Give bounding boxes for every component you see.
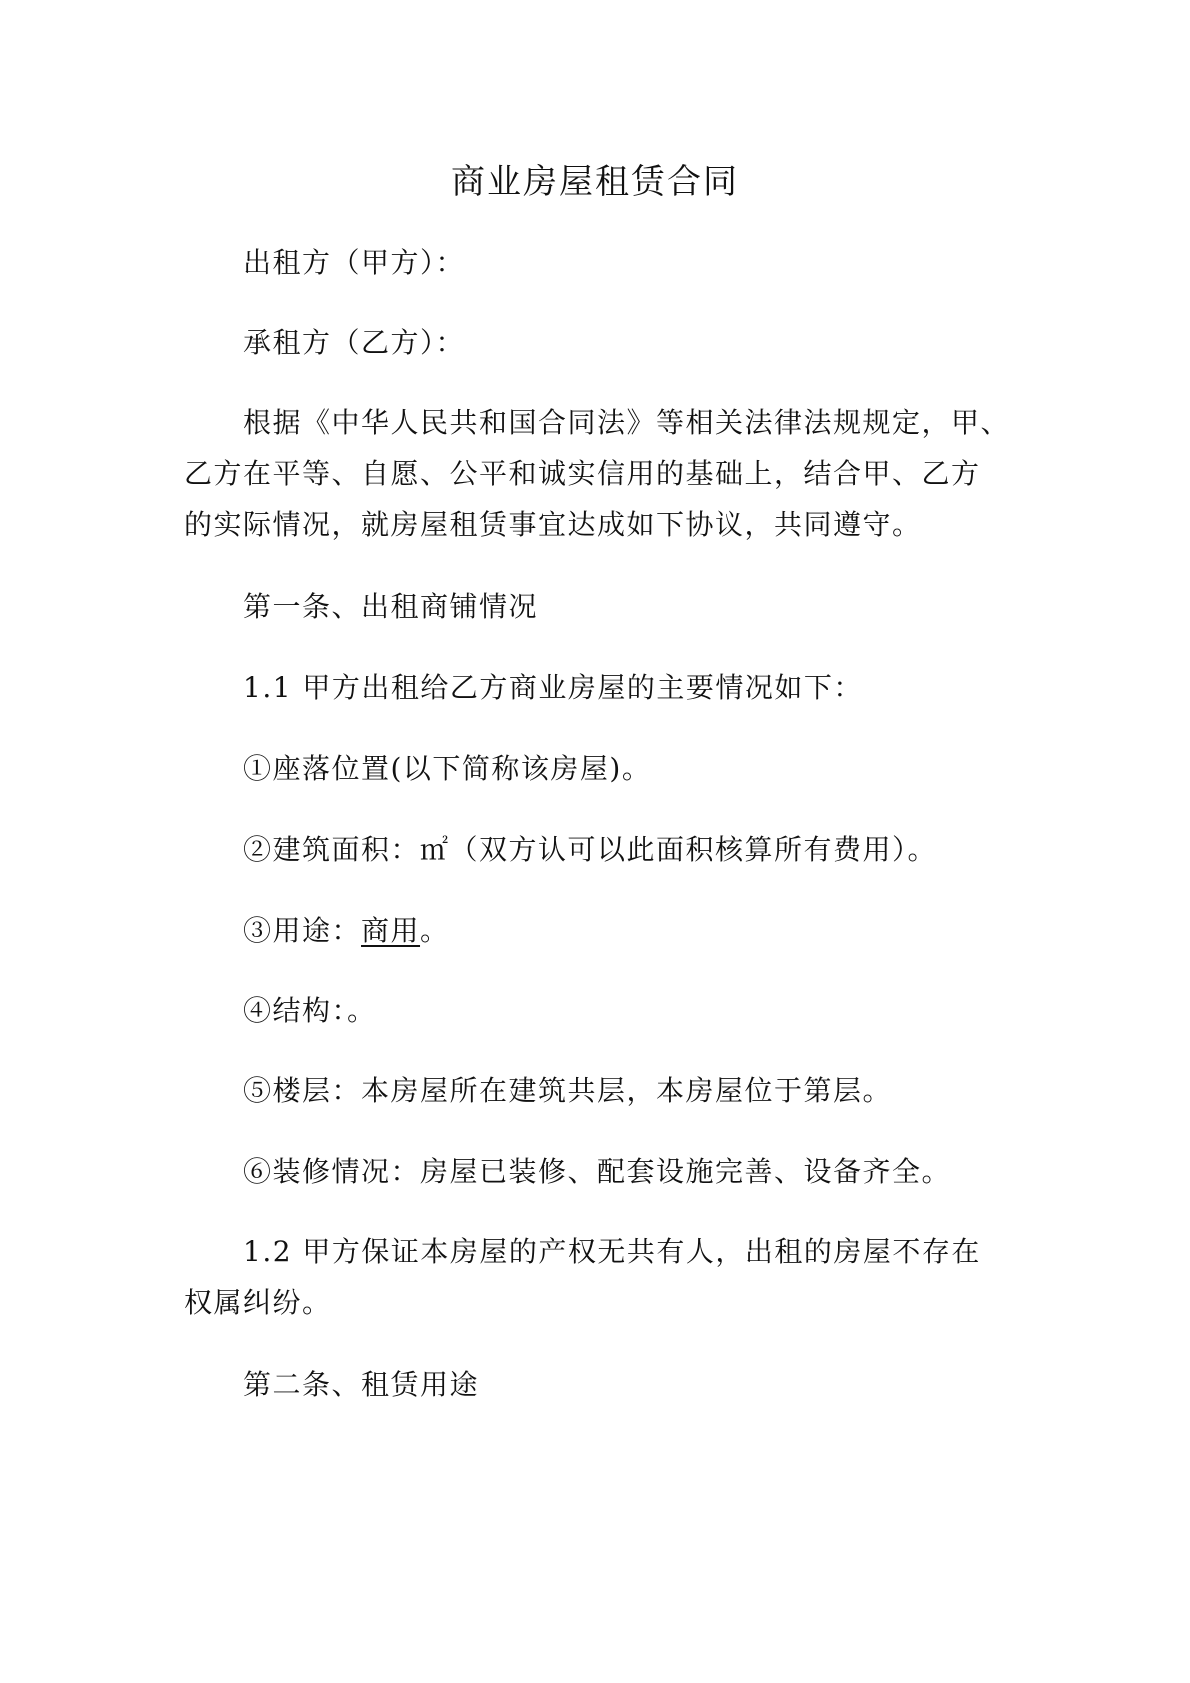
clause-1-2-line-1: 1.2 甲方保证本房屋的产权无共有人，出租的房屋不存在	[243, 1235, 981, 1268]
item-structure: ④结构：。	[243, 994, 377, 1027]
lessor-line: 出租方（甲方）：	[243, 246, 466, 279]
item-use-value: 商用	[361, 914, 421, 947]
item-use-label: ③用途：	[243, 914, 362, 947]
item-area: ②建筑面积：㎡（双方认可以此面积核算所有费用）。	[243, 833, 938, 866]
item-use-suffix: 。	[420, 914, 450, 947]
article-1-heading: 第一条、出租商铺情况	[243, 590, 539, 623]
clause-1-1: 1.1 甲方出租给乙方商业房屋的主要情况如下：	[243, 671, 863, 704]
item-location: ①座落位置(以下简称该房屋)。	[243, 752, 652, 785]
item-use	[243, 911, 450, 951]
lessee-line: 承租方（乙方）：	[243, 326, 466, 359]
article-2-heading: 第二条、租赁用途	[243, 1368, 480, 1401]
item-floor: ⑤楼层：本房屋所在建筑共层，本房屋位于第层。	[243, 1074, 893, 1107]
clause-1-2-line-2: 权属纠纷。	[184, 1286, 332, 1319]
item-decoration: ⑥装修情况：房屋已装修、配套设施完善、设备齐全。	[243, 1155, 952, 1188]
preamble-line-1: 根据《中华人民共和国合同法》等相关法律法规规定，甲、	[243, 406, 1011, 439]
preamble-line-2: 乙方在平等、自愿、公平和诚实信用的基础上，结合甲、乙方	[184, 457, 981, 490]
page-title: 商业房屋租赁合同	[451, 162, 739, 202]
preamble-line-3: 的实际情况，就房屋租赁事宜达成如下协议，共同遵守。	[184, 508, 922, 541]
